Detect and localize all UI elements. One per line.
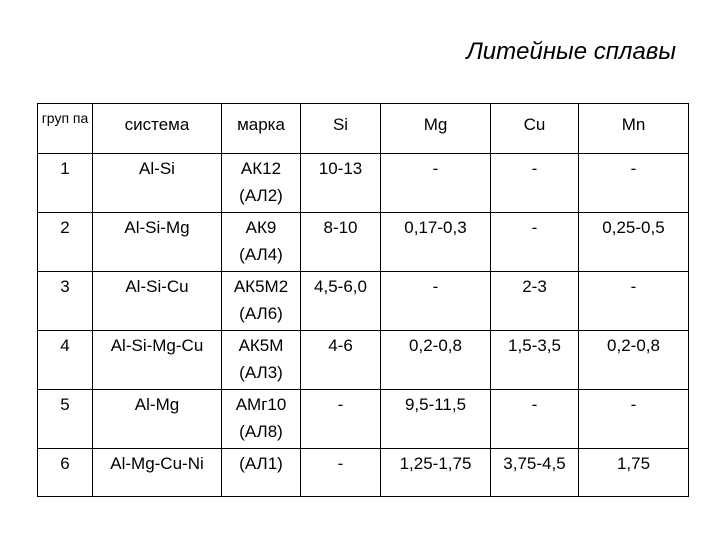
grade-old-name: (АЛ4) xyxy=(239,245,283,264)
grade-name: АМг10 xyxy=(235,395,287,414)
grade-name: АК9 xyxy=(245,218,277,237)
header-mn: Mn xyxy=(579,104,689,154)
page-title: Литейные сплавы xyxy=(466,38,676,65)
grade-name: АК5М2 xyxy=(233,277,289,296)
cell-cu: 2-3 xyxy=(491,272,579,331)
cell-grade xyxy=(222,390,301,449)
cell-mg: 0,17-0,3 xyxy=(381,213,491,272)
cell-cu: - xyxy=(491,390,579,449)
header-cu: Cu xyxy=(491,104,579,154)
table-row xyxy=(38,272,689,331)
cell-grade xyxy=(222,272,301,331)
table-row xyxy=(38,154,689,213)
cell-mg: 0,2-0,8 xyxy=(381,331,491,390)
cell-mn: 0,2-0,8 xyxy=(579,331,689,390)
grade-old-name: (АЛ3) xyxy=(239,363,283,382)
cell-mn: - xyxy=(579,272,689,331)
cell-mg: 1,25-1,75 xyxy=(381,449,491,497)
cell-group: 2 xyxy=(38,213,93,272)
grade-old-name: (АЛ8) xyxy=(239,422,283,441)
grade-old-name: (АЛ6) xyxy=(239,304,283,323)
cell-mn: - xyxy=(579,154,689,213)
table-row xyxy=(38,390,689,449)
cell-system: Al-Si-Cu xyxy=(93,272,222,331)
cell-mg: - xyxy=(381,154,491,213)
cell-group: 4 xyxy=(38,331,93,390)
header-group: груп па xyxy=(38,104,93,154)
cell-system: Al-Mg xyxy=(93,390,222,449)
header-si: Si xyxy=(301,104,381,154)
cell-si: - xyxy=(301,390,381,449)
cell-cu: 1,5-3,5 xyxy=(491,331,579,390)
cell-grade xyxy=(222,213,301,272)
header-mg: Mg xyxy=(381,104,491,154)
cell-si: 8-10 xyxy=(301,213,381,272)
header-grade: марка xyxy=(222,104,301,154)
cell-mg: - xyxy=(381,272,491,331)
header-row xyxy=(38,104,689,154)
cell-mn: 1,75 xyxy=(579,449,689,497)
cell-si: 4,5-6,0 xyxy=(301,272,381,331)
cell-cu: - xyxy=(491,154,579,213)
cell-mg: 9,5-11,5 xyxy=(381,390,491,449)
cell-si: - xyxy=(301,449,381,497)
cell-grade xyxy=(222,154,301,213)
grade-name: АК12 xyxy=(240,159,282,178)
alloys-table xyxy=(37,103,689,497)
cell-mn: - xyxy=(579,390,689,449)
cell-system: Al-Mg-Cu-Ni xyxy=(93,449,222,497)
cell-si: 10-13 xyxy=(301,154,381,213)
grade-name: (АЛ1) xyxy=(239,454,283,473)
grade-name: АК5М xyxy=(238,336,284,355)
cell-si: 4-6 xyxy=(301,331,381,390)
cell-system: Al-Si-Mg xyxy=(93,213,222,272)
cell-group: 5 xyxy=(38,390,93,449)
cell-group: 3 xyxy=(38,272,93,331)
cell-cu: 3,75-4,5 xyxy=(491,449,579,497)
table-row xyxy=(38,331,689,390)
table-row xyxy=(38,213,689,272)
cell-grade xyxy=(222,449,301,497)
header-system: система xyxy=(93,104,222,154)
cell-grade xyxy=(222,331,301,390)
cell-cu: - xyxy=(491,213,579,272)
cell-system: Al-Si-Mg-Cu xyxy=(93,331,222,390)
grade-old-name: (АЛ2) xyxy=(239,186,283,205)
cell-group: 6 xyxy=(38,449,93,497)
cell-system: Al-Si xyxy=(93,154,222,213)
cell-mn: 0,25-0,5 xyxy=(579,213,689,272)
table-row xyxy=(38,449,689,497)
cell-group: 1 xyxy=(38,154,93,213)
